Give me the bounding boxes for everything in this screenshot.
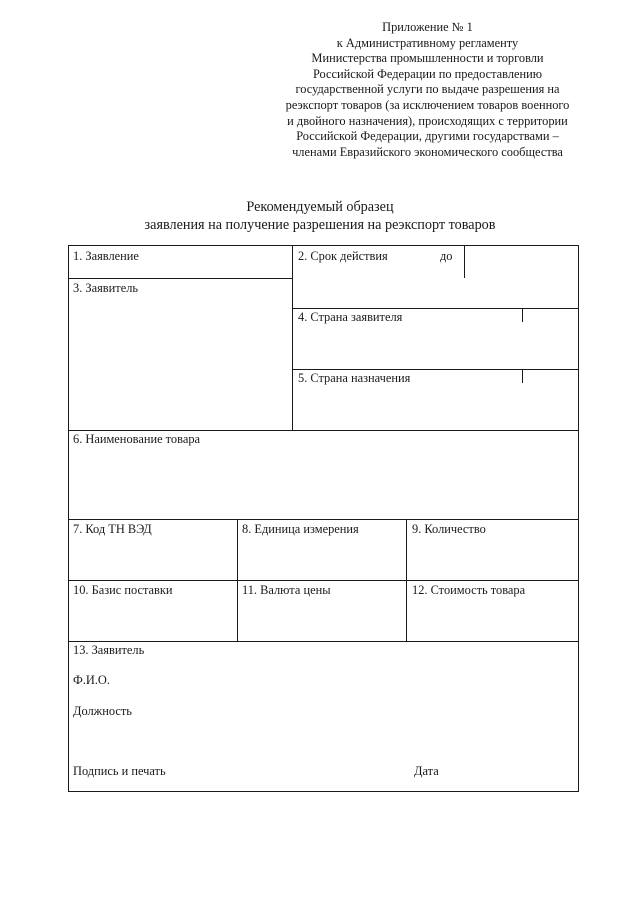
field-11-label: 11. Валюта цены [242, 583, 331, 597]
annex-line: реэкспорт товаров (за исключением товаров военного [285, 97, 570, 112]
field-2-to-label: до [440, 249, 453, 263]
application-form-table [68, 245, 579, 792]
annex-line: членами Евразийского экономического сообщества [292, 144, 563, 159]
field4-tick [522, 308, 523, 322]
field-2-label: 2. Срок действия [298, 249, 388, 263]
annex-line: и двойного назначения), происходящих с территории [287, 113, 568, 128]
divider-col2 [237, 519, 238, 641]
field2-tick [464, 245, 465, 278]
annex-line: Приложение № 1 [382, 20, 473, 34]
annex-line: к Административному регламенту [336, 35, 519, 50]
signature-label: Подпись и печать [73, 764, 166, 778]
border-top [68, 245, 579, 246]
annex-line: Российской Федерации, другими государствами – [296, 129, 559, 144]
field-12-label: 12. Стоимость товара [412, 583, 526, 597]
field-10-label: 10. Базис поставки [73, 583, 173, 597]
annex-line: Российской Федерации по предоставлению [312, 66, 543, 81]
divider-field4 [292, 369, 579, 370]
field-3-label: 3. Заявитель [73, 281, 139, 295]
divider-field2 [292, 308, 579, 309]
border-bottom [68, 791, 579, 792]
divider-upper-vertical [292, 245, 293, 430]
divider-row7 [68, 519, 579, 520]
divider-col3 [406, 519, 407, 641]
divider-field13 [68, 641, 579, 642]
field-5-label: 5. Страна назначения [298, 371, 411, 385]
field-9-label: 9. Количество [412, 522, 486, 536]
annex-header [240, 20, 615, 160]
fio-label: Ф.И.О. [73, 673, 110, 687]
field-4-label: 4. Страна заявителя [298, 310, 403, 324]
date-label: Дата [414, 764, 439, 778]
annex-line: Министерства промышленности и торговли [311, 51, 544, 66]
annex-line: государственной услуги по выдаче разрешения на [295, 82, 560, 97]
form-subtitle: заявления на получение разрешения на реэкспорт товаров [144, 217, 496, 233]
form-title: Рекомендуемый образец [246, 199, 394, 215]
field-13-label: 13. Заявитель [73, 643, 145, 657]
position-label: Должность [73, 704, 132, 718]
divider-field1 [68, 278, 293, 279]
field-8-label: 8. Единица измерения [242, 522, 359, 536]
field-1-label: 1. Заявление [73, 249, 139, 263]
field5-tick [522, 369, 523, 383]
field-6-label: 6. Наименование товара [73, 432, 201, 446]
divider-field6 [68, 430, 579, 431]
field-7-label: 7. Код ТН ВЭД [73, 522, 152, 536]
divider-row10 [68, 580, 579, 581]
